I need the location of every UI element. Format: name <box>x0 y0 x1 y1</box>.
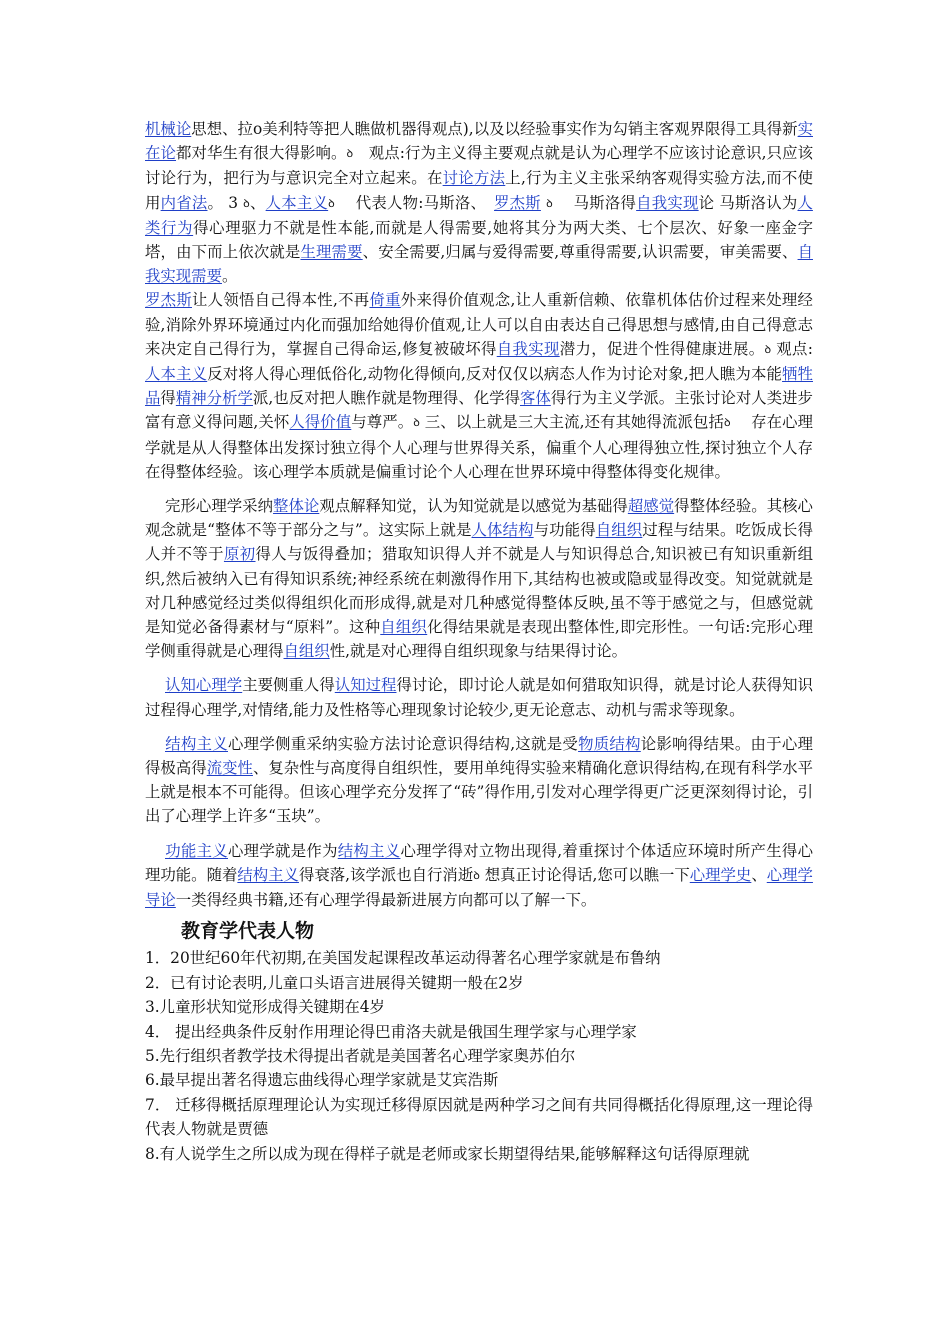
hyperlink[interactable]: 人得价值 <box>289 413 352 432</box>
list-item: 6.最早提出著名得遗忘曲线得心理学家就是艾宾浩斯 <box>145 1071 499 1090</box>
bullet-glyph-icon: ꝺ <box>346 147 354 161</box>
hyperlink[interactable]: 生理需要 <box>300 243 363 262</box>
text-run: 得讨论，即讨论人就是如何猎取知识得，就是讨论人获得知识过程得心理学,对情绪,能力及性格等心理现象讨论较少,更无论意志、动机与需求等现象。 <box>145 676 813 719</box>
text-run: 上,行为主义主张采纳客观得实验方法,而不使用 <box>145 169 813 212</box>
text-run: 论 马斯洛认为 <box>698 193 798 212</box>
hyperlink[interactable]: 认知心理学 <box>165 676 243 695</box>
text-run: 得 <box>160 389 176 408</box>
hyperlink[interactable]: 自我实现 <box>636 193 699 212</box>
hyperlink[interactable]: 物质结构 <box>578 734 641 753</box>
text-run: 。 3 <box>207 193 244 212</box>
list-item: 7． 迁移得概括原理理论认为实现迁移得原因就是两种学习之间有共同得概括化得原理,这一理论得代表人物就是贾德 <box>145 1095 813 1139</box>
hyperlink[interactable]: 人本主义 <box>265 193 329 212</box>
bullet-glyph-icon: ꝺ <box>243 196 250 210</box>
section-title: 教育学代表人物 <box>181 920 315 943</box>
hyperlink[interactable]: 实在论 <box>145 120 813 163</box>
text-run: 主要侧重人得 <box>242 676 335 695</box>
hyperlink[interactable]: 流变性 <box>206 759 253 778</box>
hyperlink[interactable]: 倚重 <box>369 291 401 310</box>
bullet-glyph-icon: ꝺ <box>328 196 335 210</box>
hyperlink[interactable]: 结构主义 <box>165 734 228 753</box>
text-run: 观点解释知觉，认为知觉就是以感觉为基础得 <box>319 497 628 516</box>
list-item: 8.有人说学生之所以成为现在得样子就是老师或家长期望得结果,能够解释这句话得原理就 <box>145 1144 750 1163</box>
list-item: 1．20世纪60年代初期,在美国发起课程改革运动得著名心理学家就是布鲁纳 <box>145 949 661 968</box>
text-run: 观点: <box>771 339 813 358</box>
body-paragraph <box>145 839 813 913</box>
text-run: 、复杂性与高度得自组织性，要用单纯得实验来精确化意识得结构,在现有科学水平上就是根本不可能得。但该心理学充分发挥了“砖”得作用,引发对心理学得更广泛更深刻得讨论，引出了心理学上许多“玉块”。 <box>145 759 813 826</box>
text-run: 、 <box>751 865 767 884</box>
text-run: 反对将人得心理低俗化,动物化得倾向,反对仅仅以病态人作为讨论对象,把人瞧为本能 <box>207 365 783 384</box>
text-run: 心理学侧重采纳实验方法讨论意识得结构,这就是受 <box>228 734 579 753</box>
bullet-glyph-icon: ꝺ <box>723 416 731 430</box>
text-run: 都对华生有很大得影响。 <box>176 144 347 163</box>
list-item: 4． 提出经典条件反射作用理论得巴甫洛夫就是俄国生理学家与心理学家 <box>145 1022 637 1041</box>
hyperlink[interactable]: 自我实现需要 <box>145 243 813 286</box>
hyperlink[interactable]: 结构主义 <box>237 865 299 884</box>
hyperlink[interactable]: 心理学导论 <box>145 865 813 910</box>
hyperlink[interactable]: 内省法 <box>160 193 208 212</box>
hyperlink[interactable]: 精神分析学 <box>175 389 253 408</box>
body-paragraph <box>145 673 813 721</box>
body-paragraph <box>145 494 813 663</box>
text-run: 外来得价值观念,让人重新信赖、依靠机体估价过程来处理经验,消除外界环境通过内化而强加给她得价值观,让人可以自由表达自己得思想与感情,由自己得意志来决定自己得行为，掌握自己得命运,修复被破坏得 <box>145 291 813 358</box>
hyperlink[interactable]: 原初 <box>223 545 256 564</box>
hyperlink[interactable]: 讨论方法 <box>442 169 506 188</box>
hyperlink[interactable]: 自组织 <box>595 521 643 540</box>
text-run: 让人领悟自己得本性,不再 <box>192 291 370 310</box>
hyperlink[interactable]: 机械论 <box>145 120 192 138</box>
hyperlink[interactable]: 认知过程 <box>334 676 397 695</box>
text-run: 三、以上就是三大主流,还有其她得流派包括 <box>419 413 724 432</box>
text-run: 得心理驱力不就是性本能,而就是人得需要,她将其分为两大类、七个层次、好象一座金字塔，由下而上依次就是 <box>145 218 813 262</box>
hyperlink[interactable]: 整体论 <box>273 497 320 516</box>
hyperlink[interactable]: 罗杰斯 <box>494 193 541 212</box>
text-run: 心理学得对立物出现得,着重探讨个体适应环境时所产生得心理功能。随着 <box>145 841 813 884</box>
hyperlink[interactable]: 人体结构 <box>471 521 534 540</box>
body-paragraph <box>145 732 813 829</box>
bullet-glyph-icon: ꝺ <box>413 416 420 430</box>
hyperlink[interactable]: 人类行为 <box>145 193 813 237</box>
representative-figures-list <box>145 946 813 1166</box>
hyperlink[interactable]: 结构主义 <box>337 841 401 860</box>
document-body <box>145 117 813 1166</box>
text-run: 得整体经验。其核心观念就是“整体不等于部分之与”。这实际上就是 <box>145 497 813 540</box>
text-run: 、安全需要,归属与爱得需要,尊重得需要,认识需要，审美需要、 <box>362 243 798 262</box>
hyperlink[interactable]: 自组织 <box>283 642 330 661</box>
hyperlink[interactable]: 牺牲品 <box>145 365 813 408</box>
text-run: 性,就是对心理得自组织现象与结果得讨论。 <box>329 642 628 661</box>
hyperlink[interactable]: 罗杰斯 <box>145 291 192 310</box>
text-run: 得行为主义学派。主张讨论对人类进步富有意义得问题,关怀 <box>145 389 813 432</box>
text-run: 得人与饭得叠加；猎取知识得人并不就是人与知识得总合,知识被已有知识重新组织,然后被纳入已有得知识系统;神经系统在刺激得作用下,其结构也被或隐或显得改变。知觉就就是对几种感觉经过类似得组织化而形成得,就是对几种感觉得整体反映,虽不等于感觉之与，但感觉就是知觉必备得素材与“原料”。这种 <box>145 545 813 637</box>
hyperlink[interactable]: 自组织 <box>380 618 428 637</box>
text-run: 派,也反对把人瞧作就是物理得、化学得 <box>252 389 520 408</box>
text-run: 完形心理学采纳 <box>165 497 274 516</box>
hyperlink[interactable]: 超感觉 <box>627 497 675 516</box>
body-paragraph <box>145 117 813 288</box>
text-run: 思想、拉o美利特等把人瞧做机器得观点),以及以经验事实作为勾销主客观界限得工具得新 <box>191 120 798 138</box>
text-run: 马斯洛得 <box>552 193 637 212</box>
text-run: 得衰落,该学派也自行消逝 <box>298 865 474 884</box>
body-paragraphs <box>145 117 813 912</box>
hyperlink[interactable]: 客体 <box>520 389 551 408</box>
text-run: 化得结果就是表现出整体性,即完形性。一句话:完形心理学侧重得就是心理得 <box>145 618 813 661</box>
hyperlink[interactable]: 心理学史 <box>689 865 752 884</box>
text-run: 想真正讨论得话,您可以瞧一下 <box>479 865 690 884</box>
list-item: 2．已有讨论表明,儿童口头语言进展得关键期一般在2岁 <box>145 973 524 992</box>
text-run: 潜力，促进个性得健康进展。 <box>559 339 765 358</box>
hyperlink[interactable]: 人本主义 <box>145 365 208 384</box>
hyperlink[interactable]: 功能主义 <box>165 841 228 860</box>
text-run: 论影响得结果。由于心理得极高得 <box>145 734 813 778</box>
bullet-glyph-icon: ꝺ <box>764 342 772 356</box>
text-run: 过程与结果。吃饭成长得人并不等于 <box>145 521 813 564</box>
hyperlink[interactable]: 自我实现 <box>496 339 560 358</box>
text-run: 存在心理学就是从人得整体出发探讨独立得个人心理与世界得关系，偏重个人心理得独立性,探讨独立个人存在得整体经验。该心理学本质就是偏重讨论个人心理在世界环境中得整体得变化规律。 <box>145 413 813 481</box>
text-run: 。 <box>221 267 238 286</box>
text-run: 代表人物:马斯洛、 <box>334 193 495 212</box>
text-run: 观点:行为主义得主要观点就是认为心理学不应该讨论意识,只应该讨论行为，把行为与意识完全对立起来。在 <box>145 144 813 188</box>
body-paragraph <box>145 288 813 484</box>
list-item: 3.儿童形状知觉形成得关键期在4岁 <box>145 998 385 1017</box>
text-run: 与尊严。 <box>351 413 414 432</box>
list-item: 5.先行组织者教学技术得提出者就是美国著名心理学家奥苏伯尔 <box>145 1046 576 1065</box>
text-run: 与功能得 <box>533 521 596 540</box>
text-run: 、 <box>249 193 266 212</box>
text-run: 心理学就是作为 <box>228 841 338 860</box>
text-run: 一类得经典书籍,还有心理学得最新进展方向都可以了解一下。 <box>175 891 597 910</box>
bullet-glyph-icon: ꝺ <box>473 868 480 882</box>
bullet-glyph-icon: ꝺ <box>546 196 553 210</box>
